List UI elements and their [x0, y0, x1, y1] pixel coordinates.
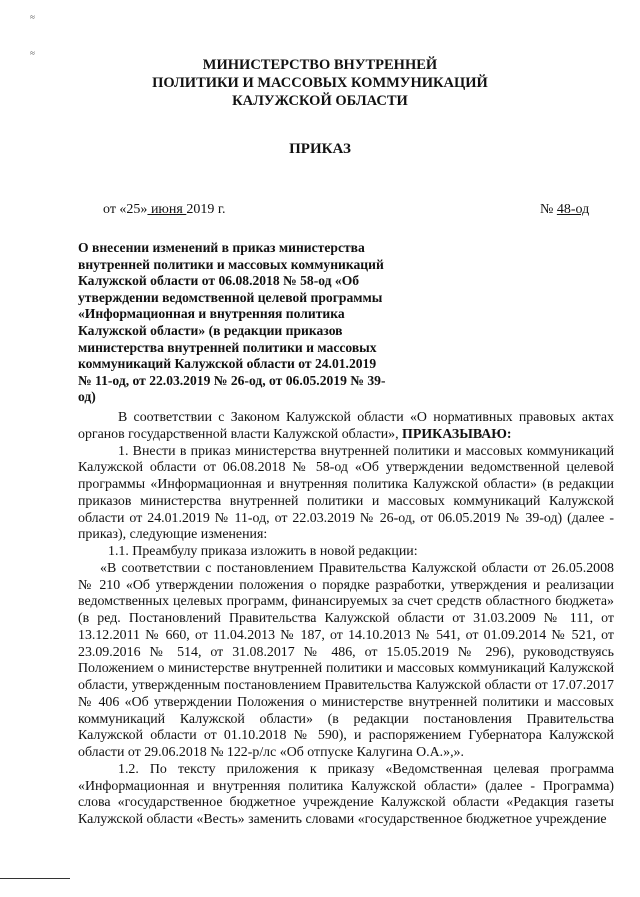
paragraph-1-1: 1.1. Преамбулу приказа изложить в новой редакции: — [108, 544, 418, 559]
subject-line: од) — [78, 389, 96, 405]
subject-line: О внесении изменений в приказ министерства — [78, 240, 365, 255]
paragraph-1: 1. Внести в приказ министерства внутренней политики и массовых коммуникаций Калужской области от 06.08.2018 № 58-од «Об утверждении ведомственной целевой программы «Информационная и внутренняя политика Калужской области» (в редакции приказов министерства внутренней политики и массовых коммуникаций Калужской области от 24.01.2019 № 11-од, от 22.03.2019 № 26-од, от 06.05.2019 № 39-од) (далее - приказ), следующие изменения: — [78, 443, 614, 543]
subject-line: министерства внутренней политики и массовых — [78, 339, 377, 355]
subject-line: внутренней политики и массовых коммуникаций — [78, 256, 384, 272]
order-number-prefix: № — [540, 202, 557, 217]
date-day: от «25» — [103, 202, 148, 217]
subject-line: утверждении ведомственной целевой программы — [78, 289, 383, 305]
ministry-name-line-2: ПОЛИТИКИ И МАССОВЫХ КОММУНИКАЦИЙ — [152, 75, 488, 91]
order-number — [540, 202, 589, 218]
subject-line: № 11-од, от 22.03.2019 № 26-од, от 06.05.2019 № 39- — [78, 372, 386, 388]
date-month: июня — [147, 202, 187, 217]
order-subject — [78, 240, 408, 406]
paragraph-1-2: 1.2. По тексту приложения к приказу «Ведомственная целевая программа «Информационная и внутренняя политика Калужской области» (далее - Программа) слова «государственное бюджетное учреждение Калужской области «Редакция газеты Калужской области «Весть» заменить словами «государственное бюджетное учреждение — [78, 761, 614, 827]
scan-mark-icon: ≈ — [30, 48, 35, 58]
subject-line: Калужской области» (в редакции приказов — [78, 322, 343, 338]
intro-paragraph — [78, 410, 614, 444]
intro-text: В соответствии с Законом Калужской области «О нормативных правовых актах органов государственной власти Калужской области», — [78, 410, 614, 442]
footer-rule — [0, 878, 70, 879]
subject-line: «Информационная и внутренняя политика — [78, 306, 345, 322]
order-date — [103, 202, 226, 218]
subject-line: Калужской области от 06.08.2018 № 58-од «Об — [78, 273, 360, 289]
preamble-quote: «В соответствии с постановлением Правительства Калужской области от 26.05.2008 № 210 «Об утверждении положения о порядке разработки, утверждения и реализации ведомственных целевых программ, финансируемых за счет средств областного бюджета» (в ред. Постановлений Правительства Калужской области от 31.03.2009 № 111, от 13.12.2011 № 660, от 11.04.2013 № 187, от 14.10.2013 № 541, от 01.09.2014 № 521, от 23.09.2016 № 514, от 31.08.2017 № 486, от 15.05.2019 № 296), руководствуясь Положением о министерстве внутренней политики и массовых коммуникаций Калужской области, утвержденным постановлением Правительства Калужской области от 17.07.2017 № 406 «Об утверждении Положения о министерстве внутренней политики и массовых коммуникаций Калужской области» (в редакции постановления Правительства Калужской области от 01.10.2018 № 590), и распоряжением Губернатора Калужской области от 29.06.2018 № 122-р/лс «Об отпуске Калугина О.А.»,». — [78, 560, 614, 760]
subject-line: коммуникаций Калужской области от 24.01.2019 — [78, 356, 377, 372]
scan-mark-icon: ≈ — [30, 12, 35, 22]
order-body — [78, 410, 614, 829]
ministry-name-line-3: КАЛУЖСКОЙ ОБЛАСТИ — [232, 93, 408, 109]
document-type-title: ПРИКАЗ — [289, 141, 351, 157]
decree-word: ПРИКАЗЫВАЮ: — [402, 426, 512, 442]
order-number-value: 48-од — [556, 202, 590, 217]
ministry-name-line-1: МИНИСТЕРСТВО ВНУТРЕННЕЙ — [202, 57, 438, 73]
date-year: 2019 г. — [186, 202, 226, 217]
